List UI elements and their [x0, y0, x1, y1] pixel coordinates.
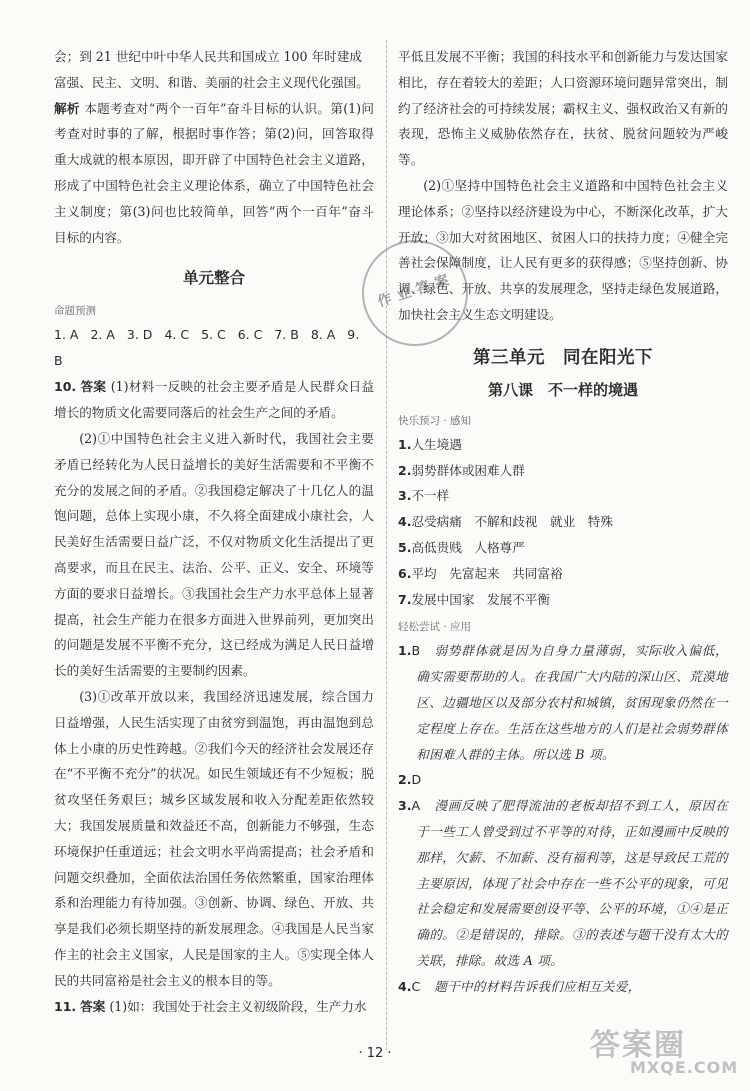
try-label: 轻松尝试 · 应用 — [398, 621, 472, 634]
unit3-title: 第三单元 同在阳光下 — [473, 347, 653, 368]
preview-item: 7.发展中国家 发展不平衡 — [398, 591, 550, 607]
mc-answer: 5. C — [201, 327, 226, 343]
mc-answer: 2. A — [90, 327, 115, 343]
q10-part1 — [54, 374, 374, 426]
q11-part2: (2)①坚持中国特色社会主义道路和中国特色社会主义理论体系；②坚持以经济建设为中心，不断深化改革，扩大开放；③加大对贫困地区、贫困人口的扶持力度；④健全完善社会保障制度，让人民有更多的获得感；⑤坚持创新、协调、绿色、开放、共享的发展理念，坚持走绿色发展道路，加快社会主义生态文明建设。 — [398, 177, 728, 322]
mc-answer: 4. C — [164, 327, 190, 343]
intro-line-2: 富强、民主、文明、和谐、美丽的社会主义现代化强国。 — [54, 74, 369, 90]
analysis-paragraph — [54, 96, 374, 251]
try-item: 1.B 弱势群体就是因为自身力量薄弱，实际收入偏低，确实需要帮助的人。在我国广大内陆的深山区、荒漠地区、边疆地区以及部分农村和城镇，贫困现象仍然在一定程度上存在。生活在这些地方的人们是社会弱势群体和困难人群的主体。所以选 B 项。 — [398, 643, 728, 762]
q10-part1-text: (1)材料一反映的社会主要矛盾是人民群众日益增长的物质文化需要同落后的社会生产之间的矛盾。 — [54, 379, 375, 421]
mc-answer: 1. A — [54, 327, 79, 343]
mc-answer: 6. C — [237, 327, 263, 343]
q10-number: 10. — [54, 379, 77, 395]
site-watermark — [560, 1028, 740, 1086]
preview-item: 5.高低贵贱 人格尊严 — [398, 539, 525, 555]
page-number: · 12 · — [358, 1046, 392, 1061]
q11-continued: 平低且发展不平衡；我国的科技水平和创新能力与发达国家相比，存在着较大的差距；人口资源环境问题异常突出，制约了经济社会的可持续发展；霸权主义、强权政治又有新的表现，恐怖主义威胁依然存在，扶贫、脱贫问题较为严峻等。 — [398, 49, 728, 168]
multiple-choice-answers — [54, 322, 374, 374]
preview-label: 快乐预习 · 感知 — [398, 414, 472, 427]
preview-item: 3.不一样 — [398, 488, 450, 504]
preview-item: 1.人生境遇 — [398, 436, 462, 452]
mc-answer: 9. B — [54, 327, 360, 369]
prediction-label: 命题预测 — [54, 305, 96, 318]
column-divider — [386, 40, 387, 1050]
try-item: 3.A 漫画反映了肥得流油的老板却招不到工人，原因在于一些工人曾受到过不平等的对待，正如漫画中反映的那样，欠薪、不加薪、没有福利等，这是导致民工荒的主要原因，体现了社会中存在一些不公平的现象，可见社会稳定和发展需要创设平等、公平的环境，①④是正确的。②是错误的，排除。③的表述与题干没有太大的关联，排除。故选 A 项。 — [398, 798, 728, 968]
unit-summary-title: 单元整合 — [182, 269, 245, 288]
try-item: 2.D — [398, 772, 422, 788]
q11-text: (1)如：我国处于社会主义初级阶段，生产力水 — [109, 998, 367, 1014]
q10-part3: (3)①改革开放以来，我国经济迅速发展，综合国力日益增强，人民生活实现了由贫穷到温饱，再由温饱到总体上小康的历史性跨越。②我们今天的经济社会发展还存在“不平衡不充分”的状况。如民生领域还有不少短板；脱贫攻坚任务艰巨；城乡区域发展和收入分配差距依然较大；我国发展质量和效益还不高，创新能力不够强，生态环境保护任重道远；社会文明水平尚需提高；社会矛盾和问题交织叠加，全面依法治国任务依然繁重，国家治理体系和治理能力有待加强。③创新、协调、绿色、开放、共享是我们必须长期坚持的新发展理念。④我国是人民当家作主的社会主义国家，人民是国家的主人。⑤实现全体人民的共同富裕是社会主义的根本目的等。 — [54, 688, 374, 988]
q11-number: 11. — [54, 998, 77, 1014]
q11-start — [54, 994, 374, 1020]
stamp-text: 作业答案 — [375, 270, 457, 311]
analysis-label: 解析 — [54, 100, 80, 116]
mc-answer: 7. B — [274, 327, 299, 343]
lesson8-title: 第八课 不一样的境遇 — [487, 380, 638, 399]
preview-item: 4.忍受病痛 不解和歧视 就业 特殊 — [398, 514, 613, 530]
right-column — [398, 44, 728, 1000]
watermark-line2: MXQE.COM — [630, 1058, 739, 1077]
answer-label: 答案 — [80, 998, 106, 1014]
watermark-line1: 答案圈 — [590, 1028, 686, 1063]
try-item: 4.C 题干中的材料告诉我们应相互关爱， — [398, 978, 641, 994]
mc-answer: 3. D — [126, 327, 153, 343]
analysis-text: 本题考查对“两个一百年”奋斗目标的认识。第(1)问考查对时事的了解，根据时事作答；第(2)问，回答取得重大成就的根本原因，即开辟了中国特色社会主义道路，形成了中国特色社会主义理论体系，确立了中国特色社会主义制度；第(3)问也比较简单，回答“两个一百年”奋斗目标的内容。 — [54, 100, 374, 245]
preview-item: 2.弱势群体或困难人群 — [398, 462, 525, 478]
intro-line-1: 会；到 21 世纪中叶中华人民共和国成立 100 年时建成 — [54, 49, 362, 64]
mc-answer: 8. A — [310, 327, 336, 343]
preview-item: 6.平均 先富起来 共同富裕 — [398, 565, 563, 581]
answer-label: 答案 — [80, 379, 107, 395]
left-column — [54, 44, 374, 1019]
q10-part2: (2)①中国特色社会主义进入新时代，我国社会主要矛盾已经转化为人民日益增长的美好生活需要和不平衡不充分的发展之间的矛盾。②我国稳定解决了十几亿人的温饱问题，总体上实现小康，不久将全面建成小康社会，人民美好生活需要日益广泛，不仅对物质文化生活提出了更高要求，而且在民主、法治、公平、正义、安全、环境等方面的要求日益增长。③我国社会生产力水平总体上显著提高，社会生产能力在很多方面进入世界前列，更加突出的问题是发展不平衡不充分，这已经成为满足人民日益增长的美好生活需要的主要制约因素。 — [54, 430, 374, 679]
